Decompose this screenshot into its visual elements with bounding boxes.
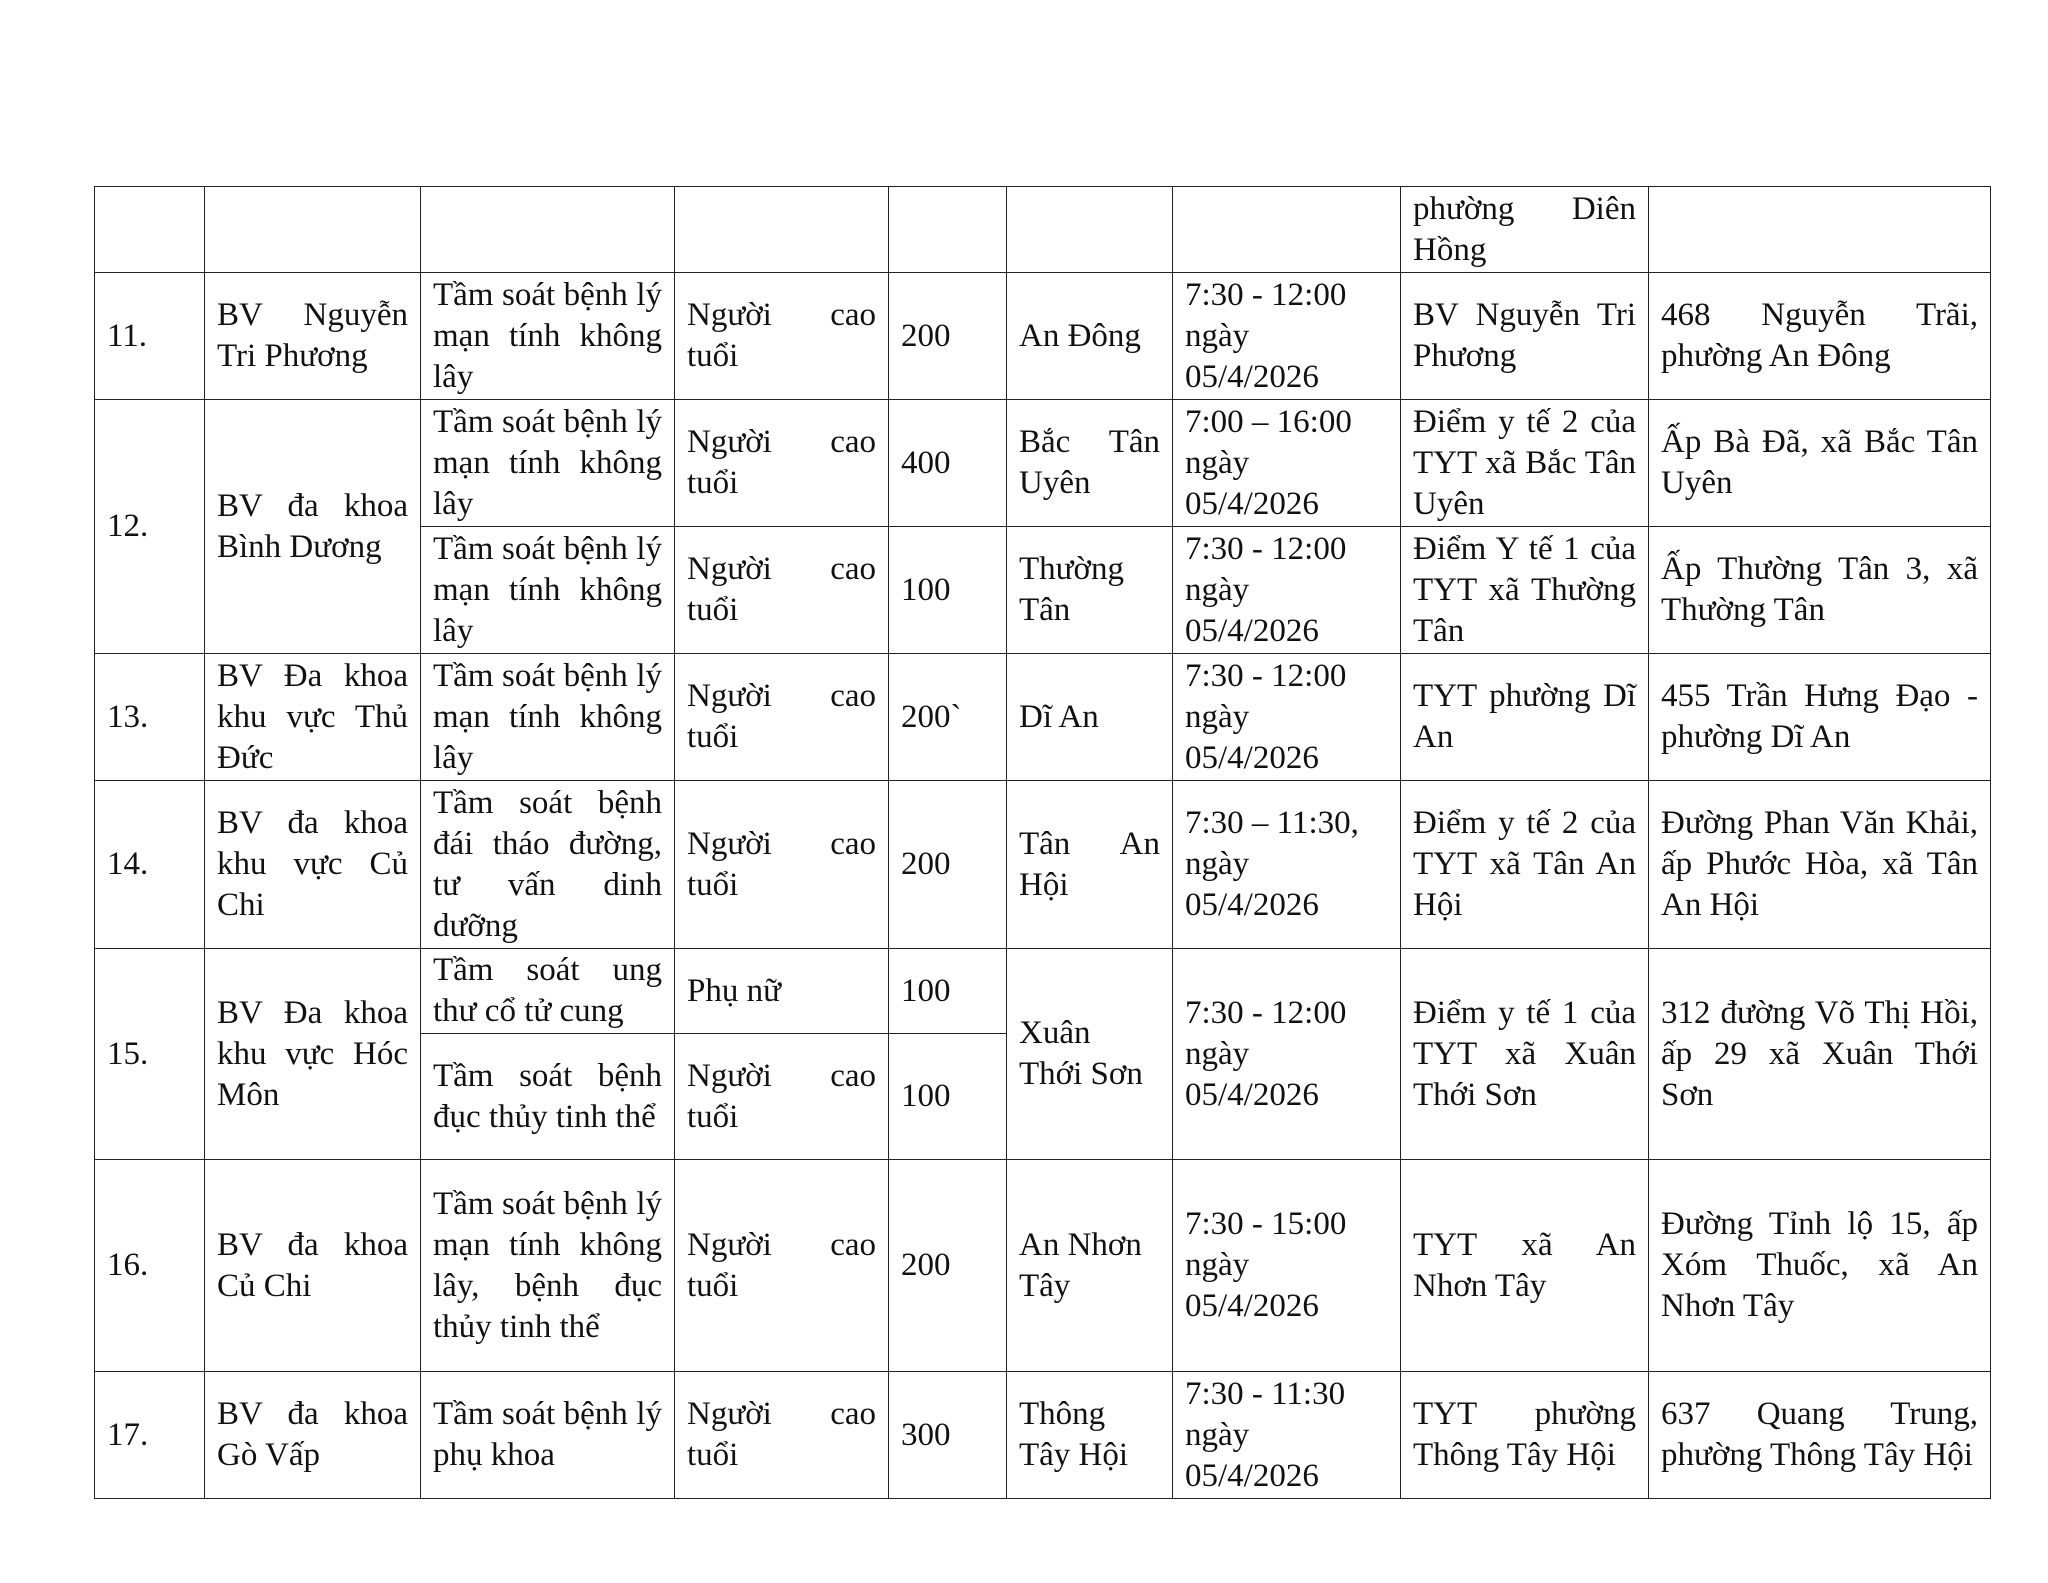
cell-qty: 200 — [889, 781, 1007, 949]
cell-address: 637 Quang Trung, phường Thông Tây Hội — [1649, 1372, 1991, 1499]
cell-location: phường Diên Hồng — [1401, 187, 1649, 273]
table-row — [95, 1372, 1991, 1499]
cell-qty: 100 — [889, 949, 1007, 1034]
cell-hospital: BV đa khoa khu vực Củ Chi — [205, 781, 421, 949]
cell-address: Đường Tỉnh lộ 15, ấp Xóm Thuốc, xã An Nhơn Tây — [1649, 1160, 1991, 1372]
cell-commune: Bắc Tân Uyên — [1007, 400, 1173, 527]
cell-target: Người cao tuổi — [675, 1372, 889, 1499]
cell-target: Người cao tuổi — [675, 273, 889, 400]
cell-no: 12. — [95, 400, 205, 654]
table-row — [95, 949, 1991, 1034]
cell-target: Người cao tuổi — [675, 400, 889, 527]
cell-commune: An Đông — [1007, 273, 1173, 400]
cell-target: Người cao tuổi — [675, 781, 889, 949]
cell-no: 15. — [95, 949, 205, 1160]
cell-time: 7:30 - 12:00 ngày 05/4/2026 — [1173, 949, 1401, 1160]
cell-service: Tầm soát bệnh lý mạn tính không lây — [421, 527, 675, 654]
cell-qty: 200 — [889, 1160, 1007, 1372]
cell-qty: 100 — [889, 1034, 1007, 1160]
cell-hospital — [205, 187, 421, 273]
cell-hospital: BV đa khoa Bình Dương — [205, 400, 421, 654]
schedule-table — [94, 186, 1991, 1499]
cell-service — [421, 187, 675, 273]
cell-service: Tầm soát bệnh lý phụ khoa — [421, 1372, 675, 1499]
cell-location: TYT phường Thông Tây Hội — [1401, 1372, 1649, 1499]
cell-service: Tầm soát bệnh lý mạn tính không lây — [421, 654, 675, 781]
cell-time: 7:30 - 12:00 ngày 05/4/2026 — [1173, 654, 1401, 781]
cell-location: TYT phường Dĩ An — [1401, 654, 1649, 781]
cell-location: Điểm y tế 2 của TYT xã Tân An Hội — [1401, 781, 1649, 949]
table-row — [95, 400, 1991, 527]
cell-no: 14. — [95, 781, 205, 949]
cell-address: Ấp Thường Tân 3, xã Thường Tân — [1649, 527, 1991, 654]
cell-address: Ấp Bà Đã, xã Bắc Tân Uyên — [1649, 400, 1991, 527]
cell-commune: Tân An Hội — [1007, 781, 1173, 949]
table-row — [95, 781, 1991, 949]
table-row — [95, 273, 1991, 400]
cell-commune: An Nhơn Tây — [1007, 1160, 1173, 1372]
cell-hospital: BV Đa khoa khu vực Thủ Đức — [205, 654, 421, 781]
cell-address — [1649, 187, 1991, 273]
cell-time: 7:30 - 12:00 ngày 05/4/2026 — [1173, 273, 1401, 400]
cell-target: Người cao tuổi — [675, 1160, 889, 1372]
cell-no: 17. — [95, 1372, 205, 1499]
table-row — [95, 187, 1991, 273]
cell-service: Tầm soát bệnh đục thủy tinh thể — [421, 1034, 675, 1160]
cell-location: TYT xã An Nhơn Tây — [1401, 1160, 1649, 1372]
cell-no: 13. — [95, 654, 205, 781]
cell-target: Người cao tuổi — [675, 1034, 889, 1160]
cell-qty — [889, 187, 1007, 273]
cell-time — [1173, 187, 1401, 273]
cell-commune: Thường Tân — [1007, 527, 1173, 654]
cell-time: 7:30 – 11:30, ngày 05/4/2026 — [1173, 781, 1401, 949]
cell-qty: 300 — [889, 1372, 1007, 1499]
cell-location: Điểm Y tế 1 của TYT xã Thường Tân — [1401, 527, 1649, 654]
cell-target: Người cao tuổi — [675, 654, 889, 781]
cell-service: Tầm soát bệnh lý mạn tính không lây, bệnh đục thủy tinh thể — [421, 1160, 675, 1372]
cell-no: 11. — [95, 273, 205, 400]
cell-target: Người cao tuổi — [675, 527, 889, 654]
cell-hospital: BV đa khoa Củ Chi — [205, 1160, 421, 1372]
cell-service: Tầm soát bệnh lý mạn tính không lây — [421, 273, 675, 400]
cell-location: Điểm y tế 2 của TYT xã Bắc Tân Uyên — [1401, 400, 1649, 527]
cell-time: 7:30 - 12:00 ngày 05/4/2026 — [1173, 527, 1401, 654]
cell-service: Tầm soát ung thư cổ tử cung — [421, 949, 675, 1034]
cell-target — [675, 187, 889, 273]
cell-commune: Thông Tây Hội — [1007, 1372, 1173, 1499]
cell-target: Phụ nữ — [675, 949, 889, 1034]
cell-qty: 400 — [889, 400, 1007, 527]
cell-hospital: BV Nguyễn Tri Phương — [205, 273, 421, 400]
cell-time: 7:30 - 11:30 ngày 05/4/2026 — [1173, 1372, 1401, 1499]
cell-no — [95, 187, 205, 273]
cell-address: 455 Trần Hưng Đạo - phường Dĩ An — [1649, 654, 1991, 781]
cell-commune — [1007, 187, 1173, 273]
cell-address: 312 đường Võ Thị Hồi, ấp 29 xã Xuân Thới Sơn — [1649, 949, 1991, 1160]
cell-service: Tầm soát bệnh lý mạn tính không lây — [421, 400, 675, 527]
cell-qty: 200 — [889, 273, 1007, 400]
cell-no: 16. — [95, 1160, 205, 1372]
cell-time: 7:30 - 15:00 ngày 05/4/2026 — [1173, 1160, 1401, 1372]
cell-address: Đường Phan Văn Khải, ấp Phước Hòa, xã Tân An Hội — [1649, 781, 1991, 949]
cell-hospital: BV Đa khoa khu vực Hóc Môn — [205, 949, 421, 1160]
cell-service: Tầm soát bệnh đái tháo đường, tư vấn dinh dưỡng — [421, 781, 675, 949]
cell-address: 468 Nguyễn Trãi, phường An Đông — [1649, 273, 1991, 400]
cell-commune: Xuân Thới Sơn — [1007, 949, 1173, 1160]
cell-location: Điểm y tế 1 của TYT xã Xuân Thới Sơn — [1401, 949, 1649, 1160]
cell-commune: Dĩ An — [1007, 654, 1173, 781]
cell-qty: 100 — [889, 527, 1007, 654]
cell-time: 7:00 – 16:00 ngày 05/4/2026 — [1173, 400, 1401, 527]
cell-qty: 200` — [889, 654, 1007, 781]
cell-hospital: BV đa khoa Gò Vấp — [205, 1372, 421, 1499]
table-row — [95, 654, 1991, 781]
cell-location: BV Nguyễn Tri Phương — [1401, 273, 1649, 400]
table-row — [95, 1160, 1991, 1372]
